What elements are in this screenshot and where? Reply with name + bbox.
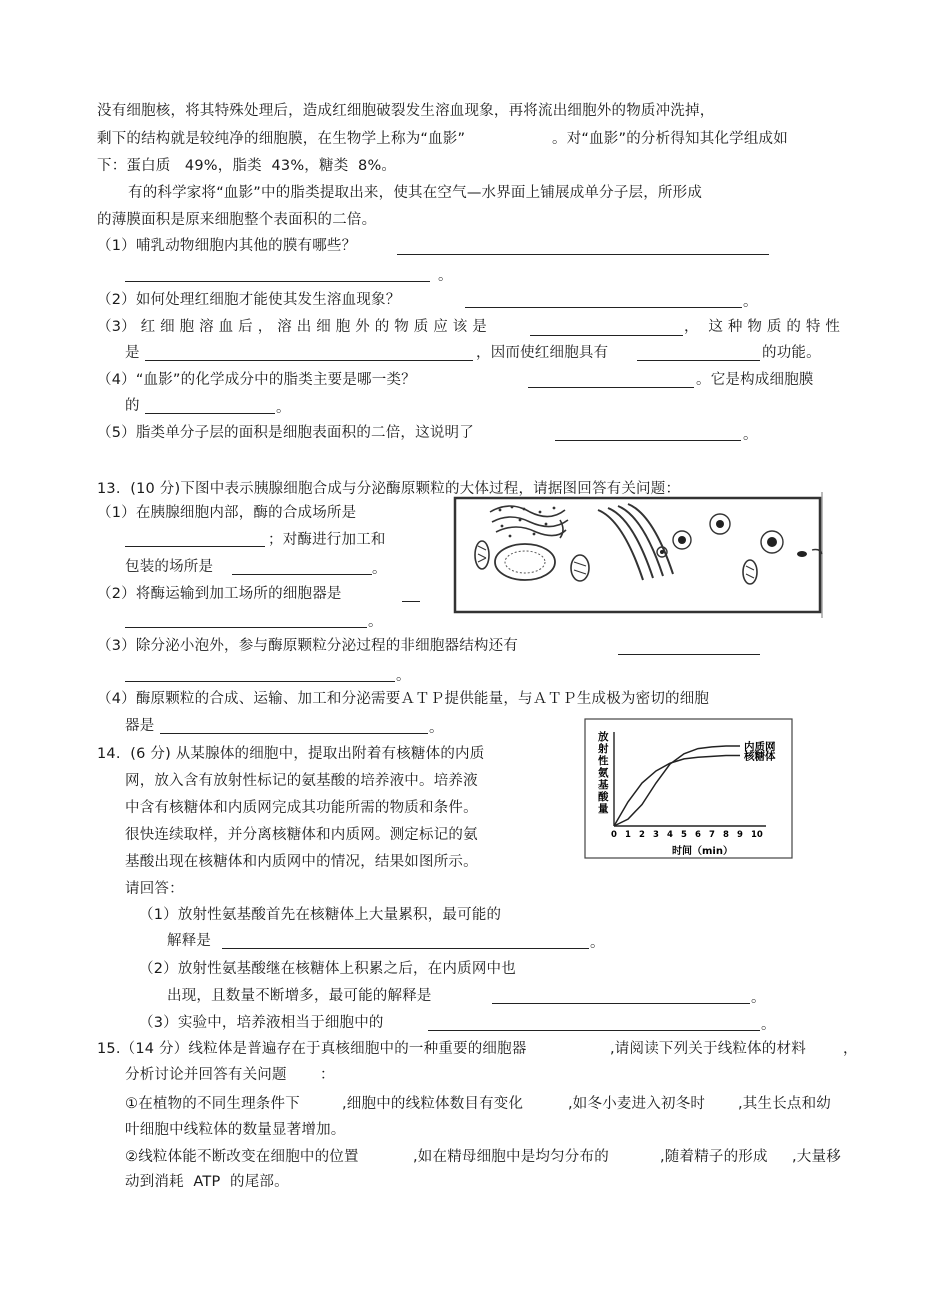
question-14-1: （1）放射性氨基酸首先在核糖体上大量累积，最可能的 [139,907,502,923]
series-label: 核糖体 [744,750,776,763]
question-14-text: 中含有核糖体和内质网完成其功能所需的物质和条件。 [125,800,478,816]
series-line-0 [614,755,740,826]
x-tick-label: 4 [667,830,673,840]
answer-blank[interactable] [402,601,420,602]
question-2: （2）如何处理红细胞才能使其发生溶血现象？ [97,292,401,308]
question-15-text: ,如冬小麦进入初冬时 [568,1096,706,1112]
answer-blank[interactable] [637,360,760,361]
question-14-3: （3）实验中，培养液相当于细胞中的 [139,1015,384,1031]
punctuation: 。 [438,268,453,284]
x-tick-label: 0 [611,830,617,840]
answer-blank[interactable] [555,440,741,441]
question-4-cont: 。它是构成细胞膜 [696,372,814,388]
question-3-cont: ， 这 种 物 质 的 特 性 [684,319,841,335]
answer-blank[interactable] [618,654,760,655]
punctuation: 。 [743,427,758,443]
answer-blank[interactable] [397,254,769,255]
question-14-text: 很快连续取样，并分离核糖体和内质网。测定标记的氨 [125,827,478,843]
answer-blank[interactable] [222,948,589,949]
punctuation: 。 [372,561,387,577]
question-14-2: （2）放射性氨基酸继在核糖体上积累之后，在内质网中也 [139,961,516,977]
question-3-cont: ，因而使红细胞具有 [476,345,609,361]
paragraph-line: 下：蛋白质 49%，脂类 43%，糖类 8%。 [97,158,397,174]
answer-blank[interactable] [465,307,742,308]
question-15-title: 15.（14 分）线粒体是普遍存在于真核细胞中的一种重要的细胞器 [97,1041,527,1057]
question-15-text: ①在植物的不同生理条件下 [125,1096,300,1112]
paragraph-line: 剩下的结构就是较纯净的细胞膜，在生物学上称为“血影” [97,131,466,147]
chart-xlabel: 时间（min） [672,846,733,857]
answer-blank[interactable] [145,413,275,414]
question-3: （3） 红 细 胞 溶 血 后 ， 溶 出 细 胞 外 的 物 质 应 该 是 [97,319,487,335]
x-tick-label: 2 [639,830,645,840]
question-14-text: 14. (6 分) 从某腺体的细胞中，提取出附着有核糖体的内质 [97,746,485,762]
punctuation: 。 [590,935,605,951]
x-tick-label: 10 [751,830,763,840]
answer-blank[interactable] [528,387,694,388]
question-15-text: ,随着精子的形成 [660,1149,768,1165]
answer-blank[interactable] [160,733,428,734]
punctuation: 。 [743,294,758,310]
x-tick-label: 7 [709,830,715,840]
question-13-1-cont: 包装的场所是 [125,559,214,575]
question-15-text: 动到消耗 ATP 的尾部。 [125,1174,289,1190]
series-line-1 [614,746,740,826]
paragraph-line: 没有细胞核，将其特殊处理后，造成红细胞破裂发生溶血现象，再将流出细胞外的物质冲洗掉， [97,103,715,119]
question-13-4-cont: 器是 [125,718,155,734]
question-5: （5）脂类单分子层的面积是细胞表面积的二倍，这说明了 [97,425,474,441]
question-13-3: （3）除分泌小泡外，参与酶原颗粒分泌过程的非细胞器结构还有 [97,638,519,654]
question-13-1-cont: ；对酶进行加工和 [268,532,386,548]
answer-blank[interactable] [492,1003,750,1004]
question-15-text: 分析讨论并回答有关问题 [125,1067,287,1083]
question-13-title: 13. (10 分)下图中表示胰腺细胞合成与分泌酶原颗粒的大体过程，请据图回答有关问题： [97,481,681,497]
punctuation: 。 [368,614,383,630]
series-label: 内质网 [744,741,776,754]
x-tick-label: 6 [695,830,701,840]
answer-blank[interactable] [125,627,367,628]
question-15-text: ②线粒体能不断改变在细胞中的位置 [125,1149,359,1165]
x-tick-label: 3 [653,830,659,840]
chart-ylabel: 放射性氨基酸量 [598,731,609,815]
paragraph-line: 有的科学家将“血影”中的脂类提取出来，使其在空气—水界面上铺展成单分子层，所形成 [128,185,703,201]
x-tick-label: 8 [723,830,729,840]
question-1: （1）哺乳动物细胞内其他的膜有哪些？ [97,238,357,254]
question-15-text: 叶细胞中线粒体的数量显著增加。 [125,1122,346,1138]
answer-blank[interactable] [125,681,395,682]
x-tick-label: 1 [625,830,631,840]
question-13-1: （1）在胰腺细胞内部，酶的合成场所是 [97,505,357,521]
punctuation: 。 [429,720,444,736]
answer-blank[interactable] [232,574,372,575]
answer-blank[interactable] [145,360,473,361]
answer-blank[interactable] [125,546,265,547]
x-tick-label: 5 [681,830,687,840]
answer-blank[interactable] [428,1030,760,1031]
x-tick-label: 9 [737,830,743,840]
paragraph-line: 。对“血影”的分析得知其化学组成如 [552,131,788,147]
question-14-2-cont: 出现，且数量不断增多，最可能的解释是 [167,988,432,1004]
question-15-text: ,细胞中的线粒体数目有变化 [342,1096,524,1112]
punctuation: ： [320,1067,335,1083]
question-14-1-cont: 解释是 [167,933,212,949]
question-15-title-cont: ,请阅读下列关于线粒体的材料 [610,1041,806,1057]
question-15-text: ,其生长点和幼 [738,1096,832,1112]
question-14-text: 网，放入含有放射性标记的氨基酸的培养液中。培养液 [125,773,478,789]
punctuation: 。 [276,400,291,416]
pancreatic-cell-diagram [450,490,830,620]
question-4-cont: 的 [125,398,140,414]
question-13-2: （2）将酶运输到加工场所的细胞器是 [97,586,342,602]
question-14-text: 请回答： [125,881,184,897]
amino-acid-chart [584,718,794,860]
question-15-text: ,大量移 [792,1149,841,1165]
punctuation: 。 [761,1017,776,1033]
question-4: （4）“血影”的化学成分中的脂类主要是哪一类？ [97,372,416,388]
question-3-cont: 的功能。 [762,345,821,361]
answer-blank[interactable] [530,335,683,336]
question-3-cont: 是 [125,345,140,361]
paragraph-line: 的薄膜面积是原来细胞整个表面积的二倍。 [97,212,377,228]
punctuation: 。 [751,990,766,1006]
punctuation: 。 [396,668,411,684]
punctuation: ， [843,1041,858,1057]
answer-blank[interactable] [125,281,430,282]
question-13-4: （4）酶原颗粒的合成、运输、加工和分泌需要ＡＴＰ提供能量，与ＡＴＰ生成极为密切的细胞 [97,691,710,707]
question-14-text: 基酸出现在核糖体和内质网中的情况，结果如图所示。 [125,854,478,870]
question-15-text: ,如在精母细胞中是均匀分布的 [413,1149,609,1165]
